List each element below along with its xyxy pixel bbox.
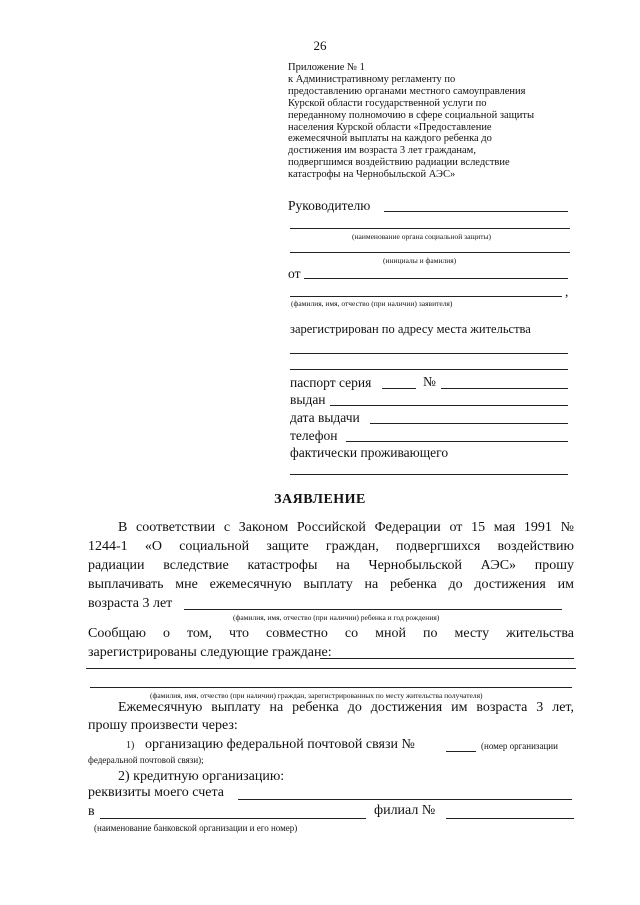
head-hint: (наименование органа социальной защиты) [352,232,492,241]
from-field-line[interactable] [304,278,568,279]
appendix-line: предоставлению органами местного самоуправления [288,85,526,97]
body-line: Сообщаю о том, что совместно со мной по месту жительства [88,626,574,641]
page-number: 26 [313,38,327,53]
citizens-hint: (фамилия, имя, отчество (при наличии) граждан, зарегистрированных по месту жительства получателя) [150,691,483,700]
in-label: в [88,804,95,819]
body-line: В соответствии с Законом Российской Федерации от 15 мая 1991 № [118,520,574,535]
citizens-field-line[interactable] [320,658,574,659]
bank-field-line[interactable] [100,818,366,819]
address-field-line[interactable] [290,353,568,354]
body-line: радиации вследствие катастрофы на Чернобыльской АЭС» прошу [88,558,574,573]
passport-series-line[interactable] [382,388,416,389]
citizens-field-line-2[interactable] [86,668,576,669]
option-1-number: 1) [126,740,135,751]
body-line: выплачивать мне ежемесячную выплату на ребенка до достижения им [88,577,574,592]
initials-hint: (инициалы и фамилия) [383,256,457,265]
appendix-line: достижения им возраста 3 лет гражданам, [288,145,476,157]
body-line: возраста 3 лет [88,596,173,611]
issue-date-line[interactable] [370,423,568,424]
appendix-line: подвергшимся воздействию радиации вследствие [288,157,510,169]
passport-number-line[interactable] [441,388,568,389]
option-2-text: 2) кредитную организацию: [118,769,285,784]
account-field-line[interactable] [238,799,572,800]
appendix-line: к Административному регламенту по [288,73,456,85]
option-1-hint: (номер организации [481,741,558,751]
branch-label: филиал № [374,803,436,818]
actual-address-line[interactable] [290,474,568,475]
registered-label: зарегистрирован по адресу места жительства [290,322,531,336]
option-1-text: организацию федеральной почтовой связи № [145,737,415,752]
bank-hint: (наименование банковской организации и его номер) [94,823,298,833]
address-field-line-2[interactable] [290,369,568,370]
head-field-line[interactable] [384,211,568,212]
name-hint: (фамилия, имя, отчество (при наличии) заявителя) [291,299,453,308]
branch-field-line[interactable] [446,818,574,819]
number-sign: № [423,374,436,389]
initials-field-line[interactable] [290,252,570,253]
account-label: реквизиты моего счета [88,785,224,800]
child-hint: (фамилия, имя, отчество (при наличии) ребенка и год рождения) [233,613,440,622]
document-title: ЗАЯВЛЕНИЕ [274,492,366,507]
head-field-line-2[interactable] [290,228,570,229]
body-line: прошу произвести через: [88,718,238,733]
from-field-line-2[interactable] [290,296,562,297]
issued-label: выдан [290,392,326,407]
appendix-line: переданному полномочию в сфере социальной защиты [288,109,535,121]
phone-field-line[interactable] [346,441,568,442]
child-field-line[interactable] [184,609,562,610]
phone-label: телефон [290,428,338,443]
head-label: Руководителю [288,198,371,213]
from-label: от [288,266,301,281]
post-office-number-line[interactable] [446,751,476,752]
option-1-hint-2: федеральной почтовой связи); [88,755,204,765]
body-line: зарегистрированы следующие граждане: [88,645,332,660]
appendix-line: Курской области государственной услуги по [288,97,487,109]
body-line: Ежемесячную выплату на ребенка до достижения им возраста 3 лет, [118,700,574,715]
appendix-line: ежемесячной выплаты на каждого ребенка до [288,133,492,145]
passport-label: паспорт серия [290,375,372,390]
issued-field-line[interactable] [330,405,568,406]
appendix-header [288,62,534,181]
citizens-field-line-3[interactable] [90,687,572,688]
actual-label: фактически проживающего [290,445,449,460]
body-line: 1244-1 «О социальной защите граждан, подвергшихся воздействию [88,539,574,554]
appendix-line: катастрофы на Чернобыльской АЭС» [288,169,456,181]
appendix-line: населения Курской области «Предоставление [288,121,492,133]
comma: , [565,284,569,299]
appendix-line: Приложение № 1 [288,62,365,73]
issue-date-label: дата выдачи [290,410,360,425]
